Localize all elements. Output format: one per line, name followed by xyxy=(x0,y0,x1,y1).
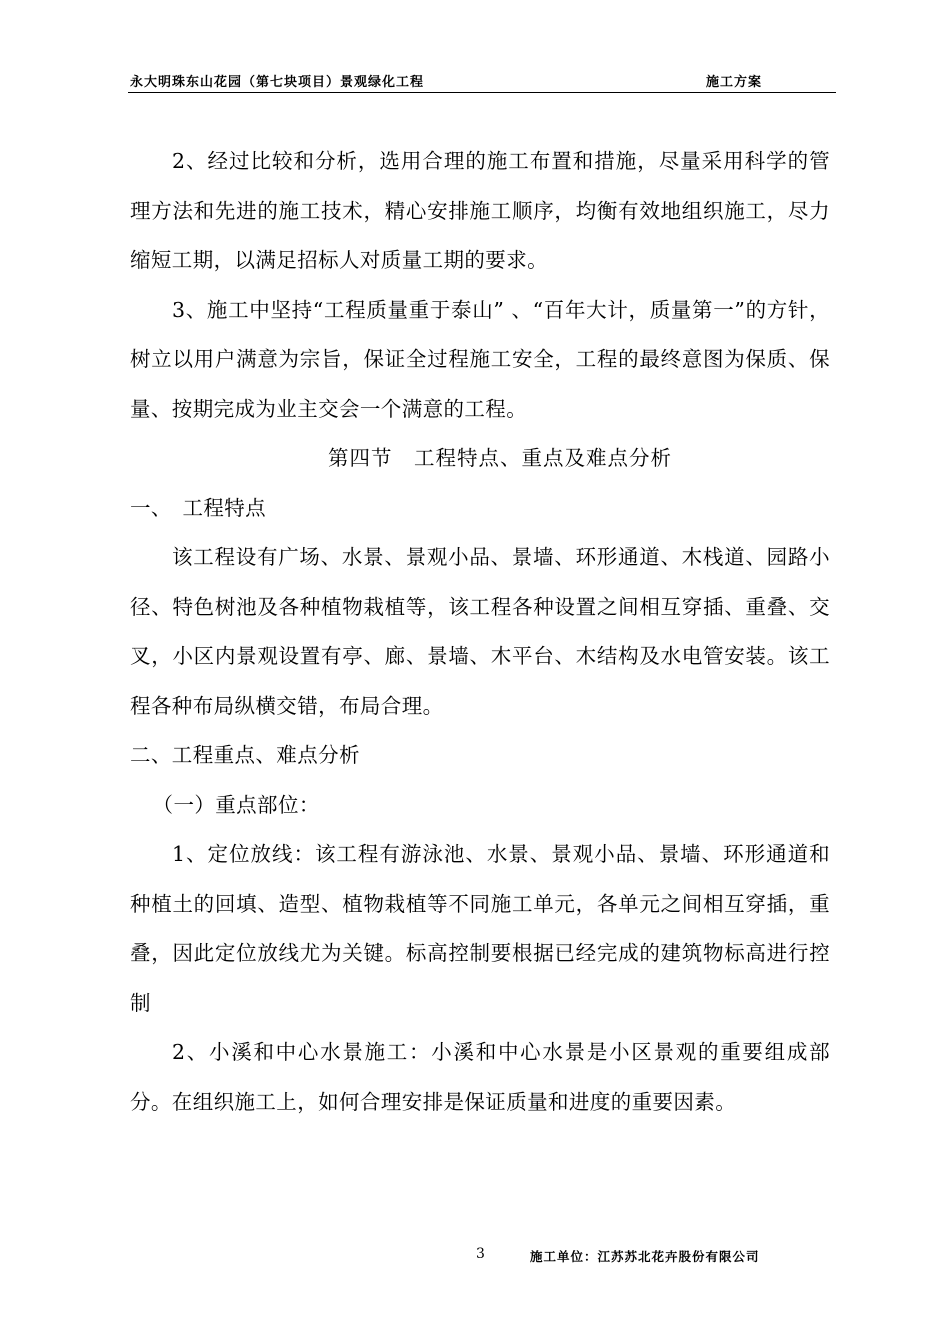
page-header xyxy=(128,68,836,93)
paragraph-item-3: 3、施工中坚持“工程质量重于泰山” 、“百年大计，质量第一”的方针，树立以用户满意为宗旨，保证全过程施工安全，工程的最终意图为保质、保量、按期完成为业主交会一个满意的工程。 xyxy=(130,297,830,421)
heading-key-difficult-points: 二、工程重点、难点分析 xyxy=(130,743,360,767)
footer-company: 施工单位：江苏苏北花卉股份有限公司 xyxy=(530,1249,760,1264)
subheading-key-parts: （一）重点部位： xyxy=(152,792,320,817)
document-body xyxy=(130,137,830,1127)
paragraph-positioning: 1、定位放线：该工程有游泳池、水景、景观小品、景墙、环形通道和种植土的回填、造型、植物栽植等不同施工单元，各单元之间相互穿插，重叠，因此定位放线尤为关键。标高控制要根据已经完成的建筑物标高进行控制 xyxy=(130,842,830,1015)
paragraph-creek-water-feature: 2、小溪和中心水景施工：小溪和中心水景是小区景观的重要组成部分。在组织施工上，如何合理安排是保证质量和进度的重要因素。 xyxy=(130,1040,830,1114)
paragraph-project-features: 该工程设有广场、水景、景观小品、景墙、环形通道、木栈道、园路小径、特色树池及各种植物栽植等，该工程各种设置之间相互穿插、重叠、交叉，小区内景观设置有亭、廊、景墙、木平台、木结构及水电管安装。该工程各种布局纵横交错，布局合理。 xyxy=(130,545,830,718)
header-document-type: 施工方案 xyxy=(706,75,763,90)
page-number: 3 xyxy=(476,1246,485,1262)
page-footer xyxy=(0,1246,950,1270)
header-project-title: 永大明珠东山花园（第七块项目）景观绿化工程 xyxy=(130,75,425,90)
heading-project-features: 一、 工程特点 xyxy=(130,495,267,520)
paragraph-item-2: 2、经过比较和分析，选用合理的施工布置和措施，尽量采用科学的管理方法和先进的施工技术，精心安排施工顺序，均衡有效地组织施工，尽力缩短工期，以满足招标人对质量工期的要求。 xyxy=(130,149,830,272)
section-title: 第四节 工程特点、重点及难点分析 xyxy=(328,446,672,470)
